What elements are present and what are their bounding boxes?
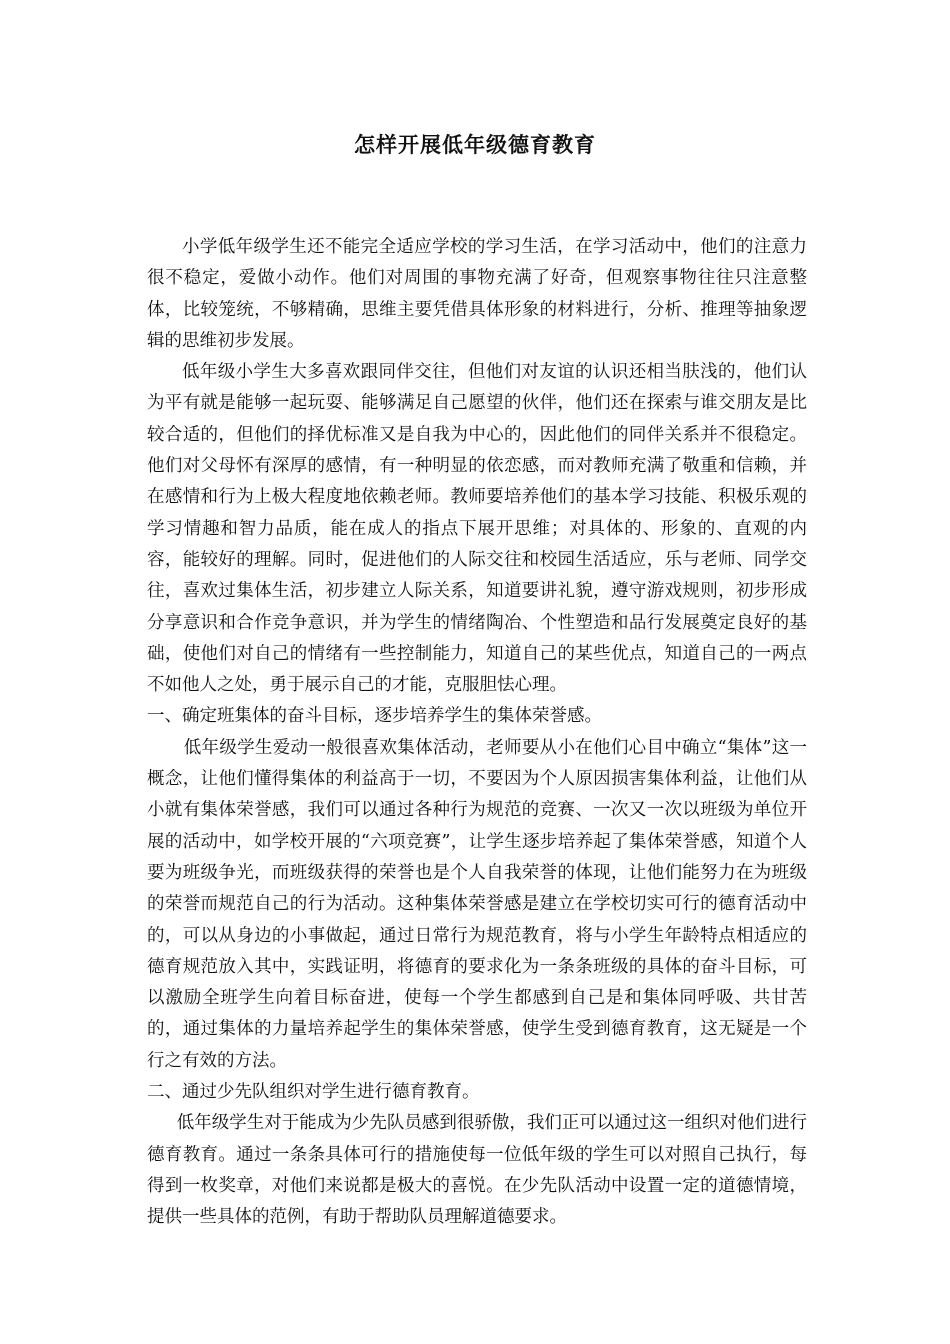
section-heading-1: 一、确定班集体的奋斗目标，逐步培养学生的集体荣誉感。 <box>147 706 602 727</box>
document-body <box>147 232 807 1234</box>
paragraph-young-pioneers: 低年级学生对于能成为少先队员感到很骄傲，我们正可以通过这一组织对他们进行德育教育。通过一条条具体可行的措施使每一位低年级的学生可以对照自己执行，每得到一枚奖章，对他们来说都是极大的喜悦。在少先队活动中设置一定的道德情境，提供一些具体的范例，有助于帮助队员理解道德要求。 <box>147 1113 807 1228</box>
paragraph-peer-relations: 低年级小学生大多喜欢跟同伴交往，但他们对友谊的认识还相当肤浅的，他们认为平有就是能够一起玩耍、能够满足自己愿望的伙伴，他们还在探索与谁交朋友是比较合适的，但他们的择优标准又是自我为中心的，因此他们的同伴关系并不很稳定。他们对父母怀有深厚的感情，有一种明显的依恋感，而对教师充满了敬重和信赖，并在感情和行为上极大程度地依赖老师。教师要培养他们的基本学习技能、积极乐观的学习情趣和智力品质，能在成人的指点下展开思维；对具体的、形象的、直观的内容，能较好的理解。同时，促进他们的人际交往和校园生活适应，乐与老师、同学交往，喜欢过集体生活，初步建立人际关系，知道要讲礼貌，遵守游戏规则，初步形成分享意识和合作竞争意识，并为学生的情绪陶冶、个性塑造和品行发展奠定良好的基础，使他们对自己的情绪有一些控制能力，知道自己的某些优点，知道自己的一两点不如他人之处，勇于展示自己的才能，克服胆怯心理。 <box>147 362 807 696</box>
paragraph-intro: 小学低年级学生还不能完全适应学校的学习生活，在学习活动中，他们的注意力很不稳定，爱做小动作。他们对周围的事物充满了好奇，但观察事物往往只注意整体，比较笼统，不够精确，思维主要凭借具体形象的材料进行，分析、推理等抽象逻辑的思维初步发展。 <box>147 237 807 351</box>
document-title: 怎样开展低年级德育教育 <box>354 133 596 157</box>
paragraph-collective-honor: 低年级学生爱动一般很喜欢集体活动，老师要从小在他们心目中确立“集体”这一概念，让他们懂得集体的利益高于一切，不要因为个人原因损害集体利益，让他们从小就有集体荣誉感，我们可以通过各种行为规范的竞赛、一次又一次以班级为单位开展的活动中，如学校开展的“六项竞赛”，让学生逐步培养起了集体荣誉感，知道个人要为班级争光，而班级获得的荣誉也是个人自我荣誉的体现，让他们能努力在为班级的荣誉而规范自己的行为活动。这种集体荣誉感是建立在学校切实可行的德育活动中的，可以从身边的小事做起，通过日常行为规范教育，将与小学生年龄特点相适应的德育规范放入其中，实践证明，将德育的要求化为一条条班级的具体的奋斗目标，可以激励全班学生向着目标奋进，使每一个学生都感到自己是和集体同呼吸、共甘苦的，通过集体的力量培养起学生的集体荣誉感，使学生受到德育教育，这无疑是一个行之有效的方法。 <box>147 737 807 1071</box>
section-heading-2: 二、通过少先队组织对学生进行德育教育。 <box>147 1082 480 1103</box>
